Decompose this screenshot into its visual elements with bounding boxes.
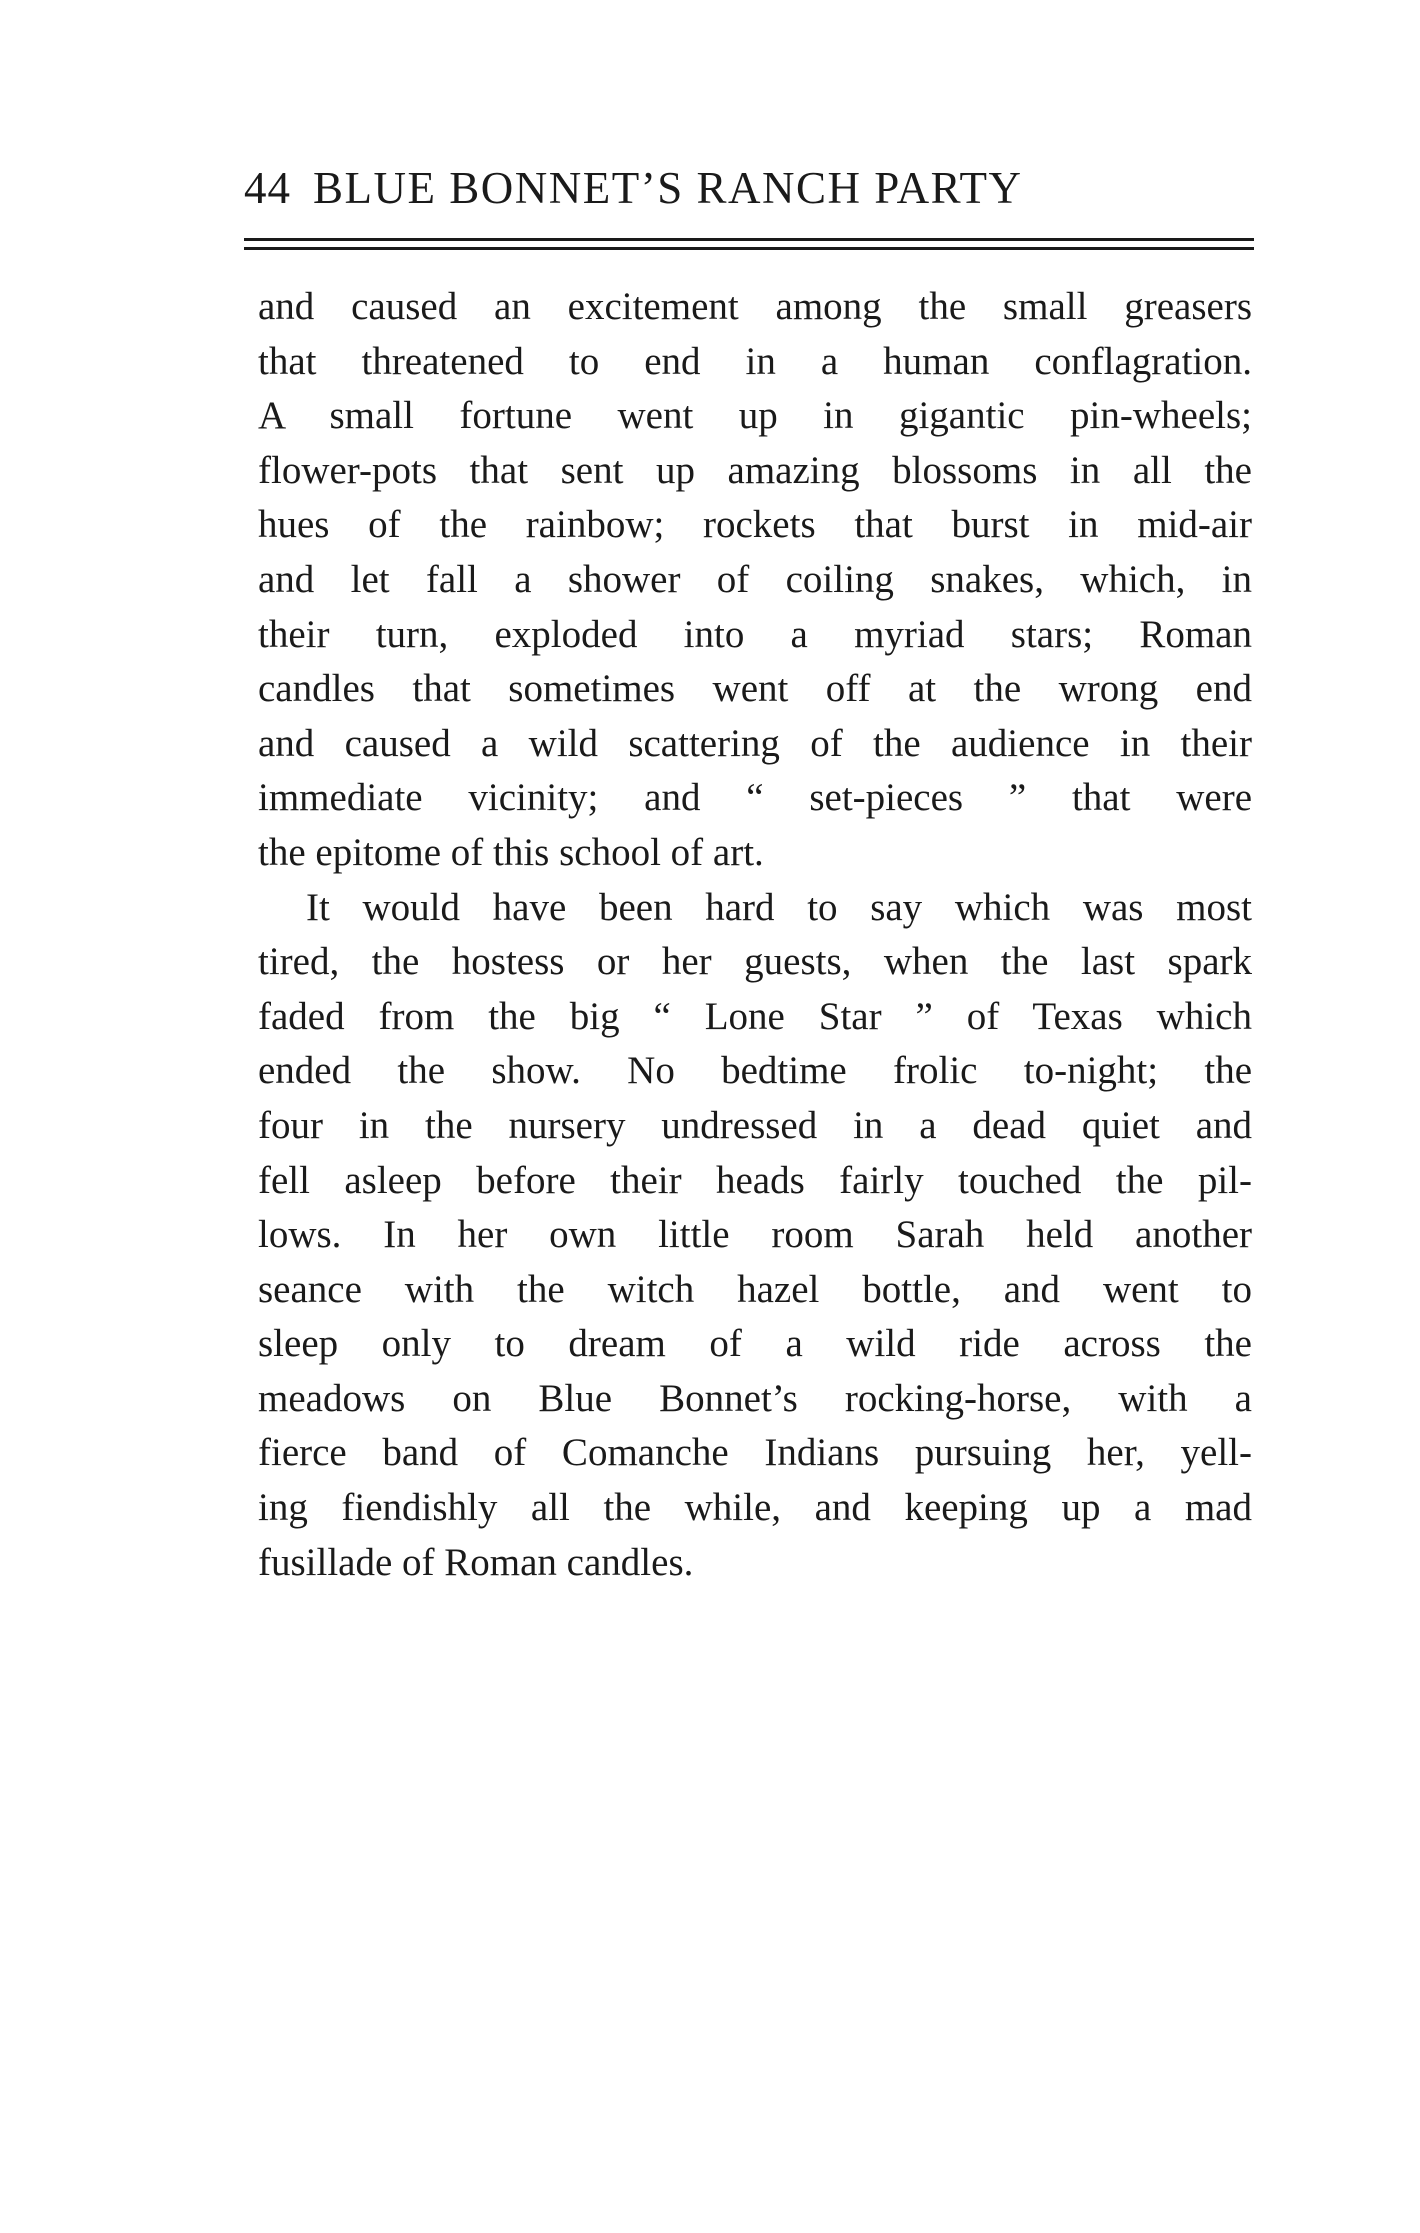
text-line: that threatened to end in a human conflagration. (258, 339, 1252, 383)
text-line: It would have been hard to say which was most (306, 885, 1252, 929)
text-line: and let fall a shower of coiling snakes, which, in (258, 557, 1252, 601)
text-line: hues of the rainbow; rockets that burst in mid-air (258, 503, 1252, 547)
text-line: and caused a wild scattering of the audience in their (258, 721, 1252, 765)
text-line: tired, the hostess or her guests, when the last spark (258, 940, 1252, 984)
text-line: the epitome of this school of art. (258, 830, 764, 874)
text-line: their turn, exploded into a myriad stars; Roman (258, 612, 1252, 656)
text-line: A small fortune went up in gigantic pin-wheels; (258, 394, 1252, 438)
text-line: fierce band of Comanche Indians pursuing her, yell- (258, 1431, 1252, 1475)
paragraph-1 (258, 280, 1252, 881)
running-head (244, 162, 1254, 222)
text-line: four in the nursery undressed in a dead quiet and (258, 1103, 1252, 1147)
text-line: fusillade of Roman candles. (258, 1540, 694, 1584)
text-line: sleep only to dream of a wild ride across the (258, 1322, 1252, 1366)
text-line: meadows on Blue Bonnet’s rocking-horse, with a (258, 1376, 1252, 1420)
header-double-rule (244, 238, 1254, 250)
text-line: fell asleep before their heads fairly touched the pil- (258, 1158, 1252, 1202)
text-line: faded from the big “ Lone Star ” of Texas which (258, 994, 1252, 1038)
body-text (258, 280, 1252, 1590)
running-title: BLUE BONNET’S RANCH PARTY (313, 163, 1023, 213)
page-number: 44 (244, 163, 291, 213)
text-line: seance with the witch hazel bottle, and went to (258, 1267, 1252, 1311)
text-line: and caused an excitement among the small greasers (258, 285, 1252, 328)
text-line: flower-pots that sent up amazing blossoms in all the (258, 448, 1252, 492)
text-line: immediate vicinity; and “ set-pieces ” that were (258, 776, 1252, 820)
text-line: ended the show. No bedtime frolic to-night; the (258, 1049, 1252, 1093)
paragraph-2 (258, 881, 1252, 1591)
text-line: ing fiendishly all the while, and keeping up a mad (258, 1486, 1252, 1530)
text-line: candles that sometimes went off at the wrong end (258, 667, 1252, 711)
text-line: lows. In her own little room Sarah held another (258, 1213, 1252, 1257)
